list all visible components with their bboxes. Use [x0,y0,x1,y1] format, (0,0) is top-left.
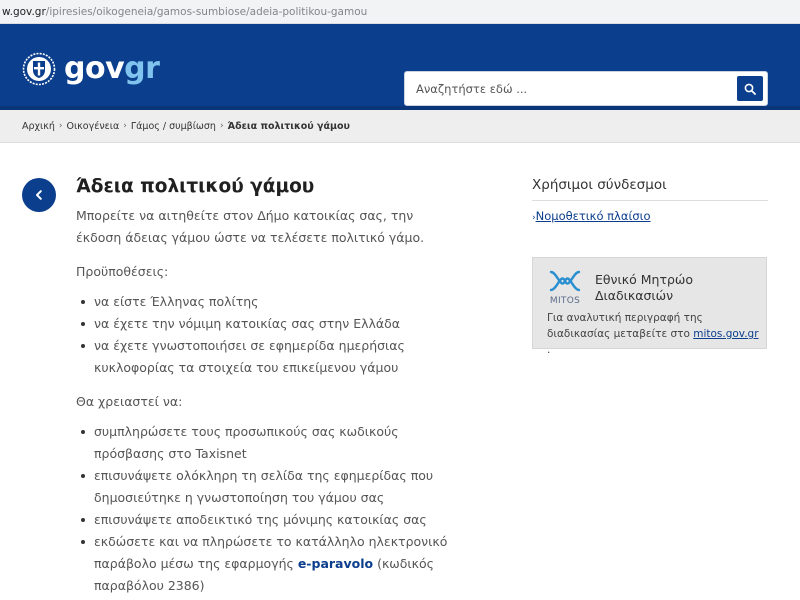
search-input[interactable] [405,72,731,105]
chevron-right-icon: › [219,121,224,131]
logo-gov-text: gov [64,51,125,86]
breadcrumb [0,110,800,143]
mitos-description [547,310,761,358]
sidebar-title: Χρήσιμοι σύνδεσμοι [532,177,768,201]
mitos-knot-icon [547,268,583,294]
prerequisites-list [76,291,456,379]
url-path: /ipiresies/oikogeneia/gamos-sumbiose/adeia-politikou-gamou [45,5,368,18]
mitos-logo-text: MITOS [549,296,581,306]
logo-gr-text: gr [124,51,160,86]
sidebar [532,175,768,223]
required-list [76,421,456,597]
mitos-desc-end: . [547,344,551,356]
breadcrumb-current: Άδεια πολιτικού γάμου [227,120,350,132]
back-button[interactable] [22,178,56,212]
mitos-link[interactable]: mitos.gov.gr [693,328,759,340]
mitos-desc-text: Για αναλυτική περιγραφή της διαδικασίας μεταβείτε στο [547,312,703,340]
mitos-logo [547,268,583,306]
sidebar-link-item [532,209,768,223]
list-item: να έχετε γνωστοποιήσει σε εφημερίδα ημερήσιας κυκλοφορίας τα στοιχεία του επικείμενου γάμου [81,335,456,379]
legislation-link[interactable]: Νομοθετικό πλαίσιο [535,209,651,223]
e-paravolo-link[interactable]: e-paravolo [297,556,374,571]
govgr-logo[interactable] [22,52,159,86]
lead-paragraph: Μπορείτε να αιτηθείτε στον Δήμο κατοικίας σας, την έκδοση άδειας γάμου ώστε να τελέσετε πολιτικό γάμο. [76,208,425,245]
search-icon [744,83,756,95]
search-box [404,71,768,106]
caret-right-icon: › [532,213,536,223]
list-item: να είστε Έλληνας πολίτης [81,291,456,313]
list-item [81,531,456,597]
prerequisites-label: Προϋποθέσεις: [76,264,169,279]
list-item-text: εκδώσετε και να πληρώσετε το κατάλληλο ηλεκτρονικό παράβολο μέσω της εφαρμογής [94,534,448,571]
search-button[interactable] [737,76,763,101]
greek-emblem-icon [22,52,56,86]
url-domain: w.gov.gr [2,5,46,18]
main-content [76,175,456,597]
required-label: Θα χρειαστεί να: [76,394,183,409]
chevron-right-icon: › [123,121,127,131]
chevron-right-icon: › [58,121,63,131]
page-title: Άδεια πολιτικού γάμου [76,176,315,197]
mitos-box [532,257,767,356]
breadcrumb-marriage[interactable]: Γάμος / συμβίωση [130,120,216,132]
mitos-title: Εθνικό Μητρώο Διαδικασιών [595,272,694,303]
breadcrumb-family[interactable]: Οικογένεια [66,120,120,132]
breadcrumb-home[interactable]: Αρχική [22,120,55,132]
list-item: να έχετε την νόμιμη κατοικίας σας στην Ελλάδα [81,313,456,335]
logo-wordmark [64,52,159,86]
list-item: συμπληρώσετε τους προσωπικούς σας κωδικούς πρόσβασης στο Taxisnet [81,421,456,465]
chevron-left-icon [33,189,45,201]
list-item-text: (κωδικός παραβόλου 2386) [94,556,435,593]
list-item: επισυνάψετε ολόκληρη τη σελίδα της εφημερίδας που δημοσιεύτηκε η γνωστοποίηση του γάμου σας [81,465,456,509]
site-header [0,24,800,110]
list-item: επισυνάψετε αποδεικτικό της μόνιμης κατοικίας σας [81,509,456,531]
browser-url-bar[interactable] [0,0,800,24]
